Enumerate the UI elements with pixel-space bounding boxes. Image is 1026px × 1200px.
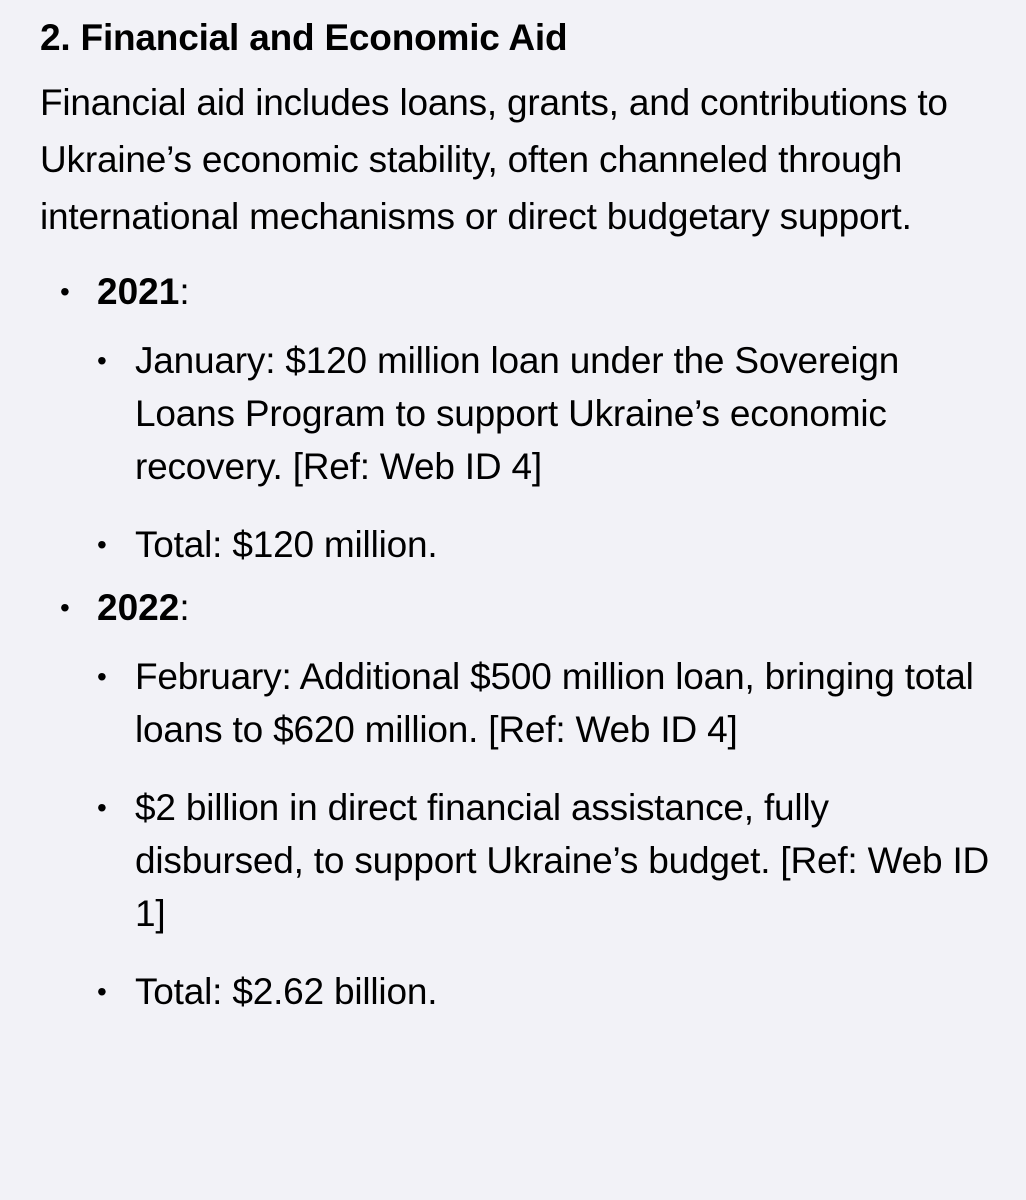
year-label: 2021	[97, 271, 180, 312]
article-content	[40, 14, 1000, 1018]
list-item	[97, 650, 1000, 756]
year-list	[40, 265, 1000, 1018]
year-label: 2022	[97, 587, 180, 628]
sub-list-2021	[97, 334, 1000, 571]
year-item-2022	[40, 581, 1000, 1018]
year-label-suffix: :	[179, 587, 190, 628]
bullet-icon: •	[60, 276, 70, 307]
bullet-icon: •	[60, 592, 70, 623]
year-label-suffix: :	[179, 271, 190, 312]
section-intro: Financial aid includes loans, grants, and contributions to Ukraine’s economic stability, often channeled through international mechanisms or direct budgetary support.	[40, 82, 948, 237]
bullet-icon: •	[97, 529, 107, 560]
list-item-text: Total: $120 million.	[135, 524, 438, 565]
list-item-text: Total: $2.62 billion.	[135, 971, 438, 1012]
list-item-text: January: $120 million loan under the Sovereign Loans Program to support Ukraine’s economic recovery. [Ref: Web ID 4]	[135, 340, 900, 487]
bullet-icon: •	[97, 661, 107, 692]
bullet-icon: •	[97, 976, 107, 1007]
bullet-icon: •	[97, 792, 107, 823]
list-item	[97, 965, 1000, 1018]
list-item-text: February: Additional $500 million loan, bringing total loans to $620 million. [Ref: Web ID 4]	[135, 656, 974, 750]
list-item-text: $2 billion in direct financial assistance, fully disbursed, to support Ukraine’s budget. [Ref: Web ID 1]	[135, 787, 990, 934]
list-item	[97, 781, 1000, 940]
bullet-icon: •	[97, 345, 107, 376]
list-item	[97, 518, 1000, 571]
section-heading: 2. Financial and Economic Aid	[40, 17, 568, 58]
sub-list-2022	[97, 650, 1000, 1018]
year-item-2021	[40, 265, 1000, 571]
list-item	[97, 334, 1000, 493]
